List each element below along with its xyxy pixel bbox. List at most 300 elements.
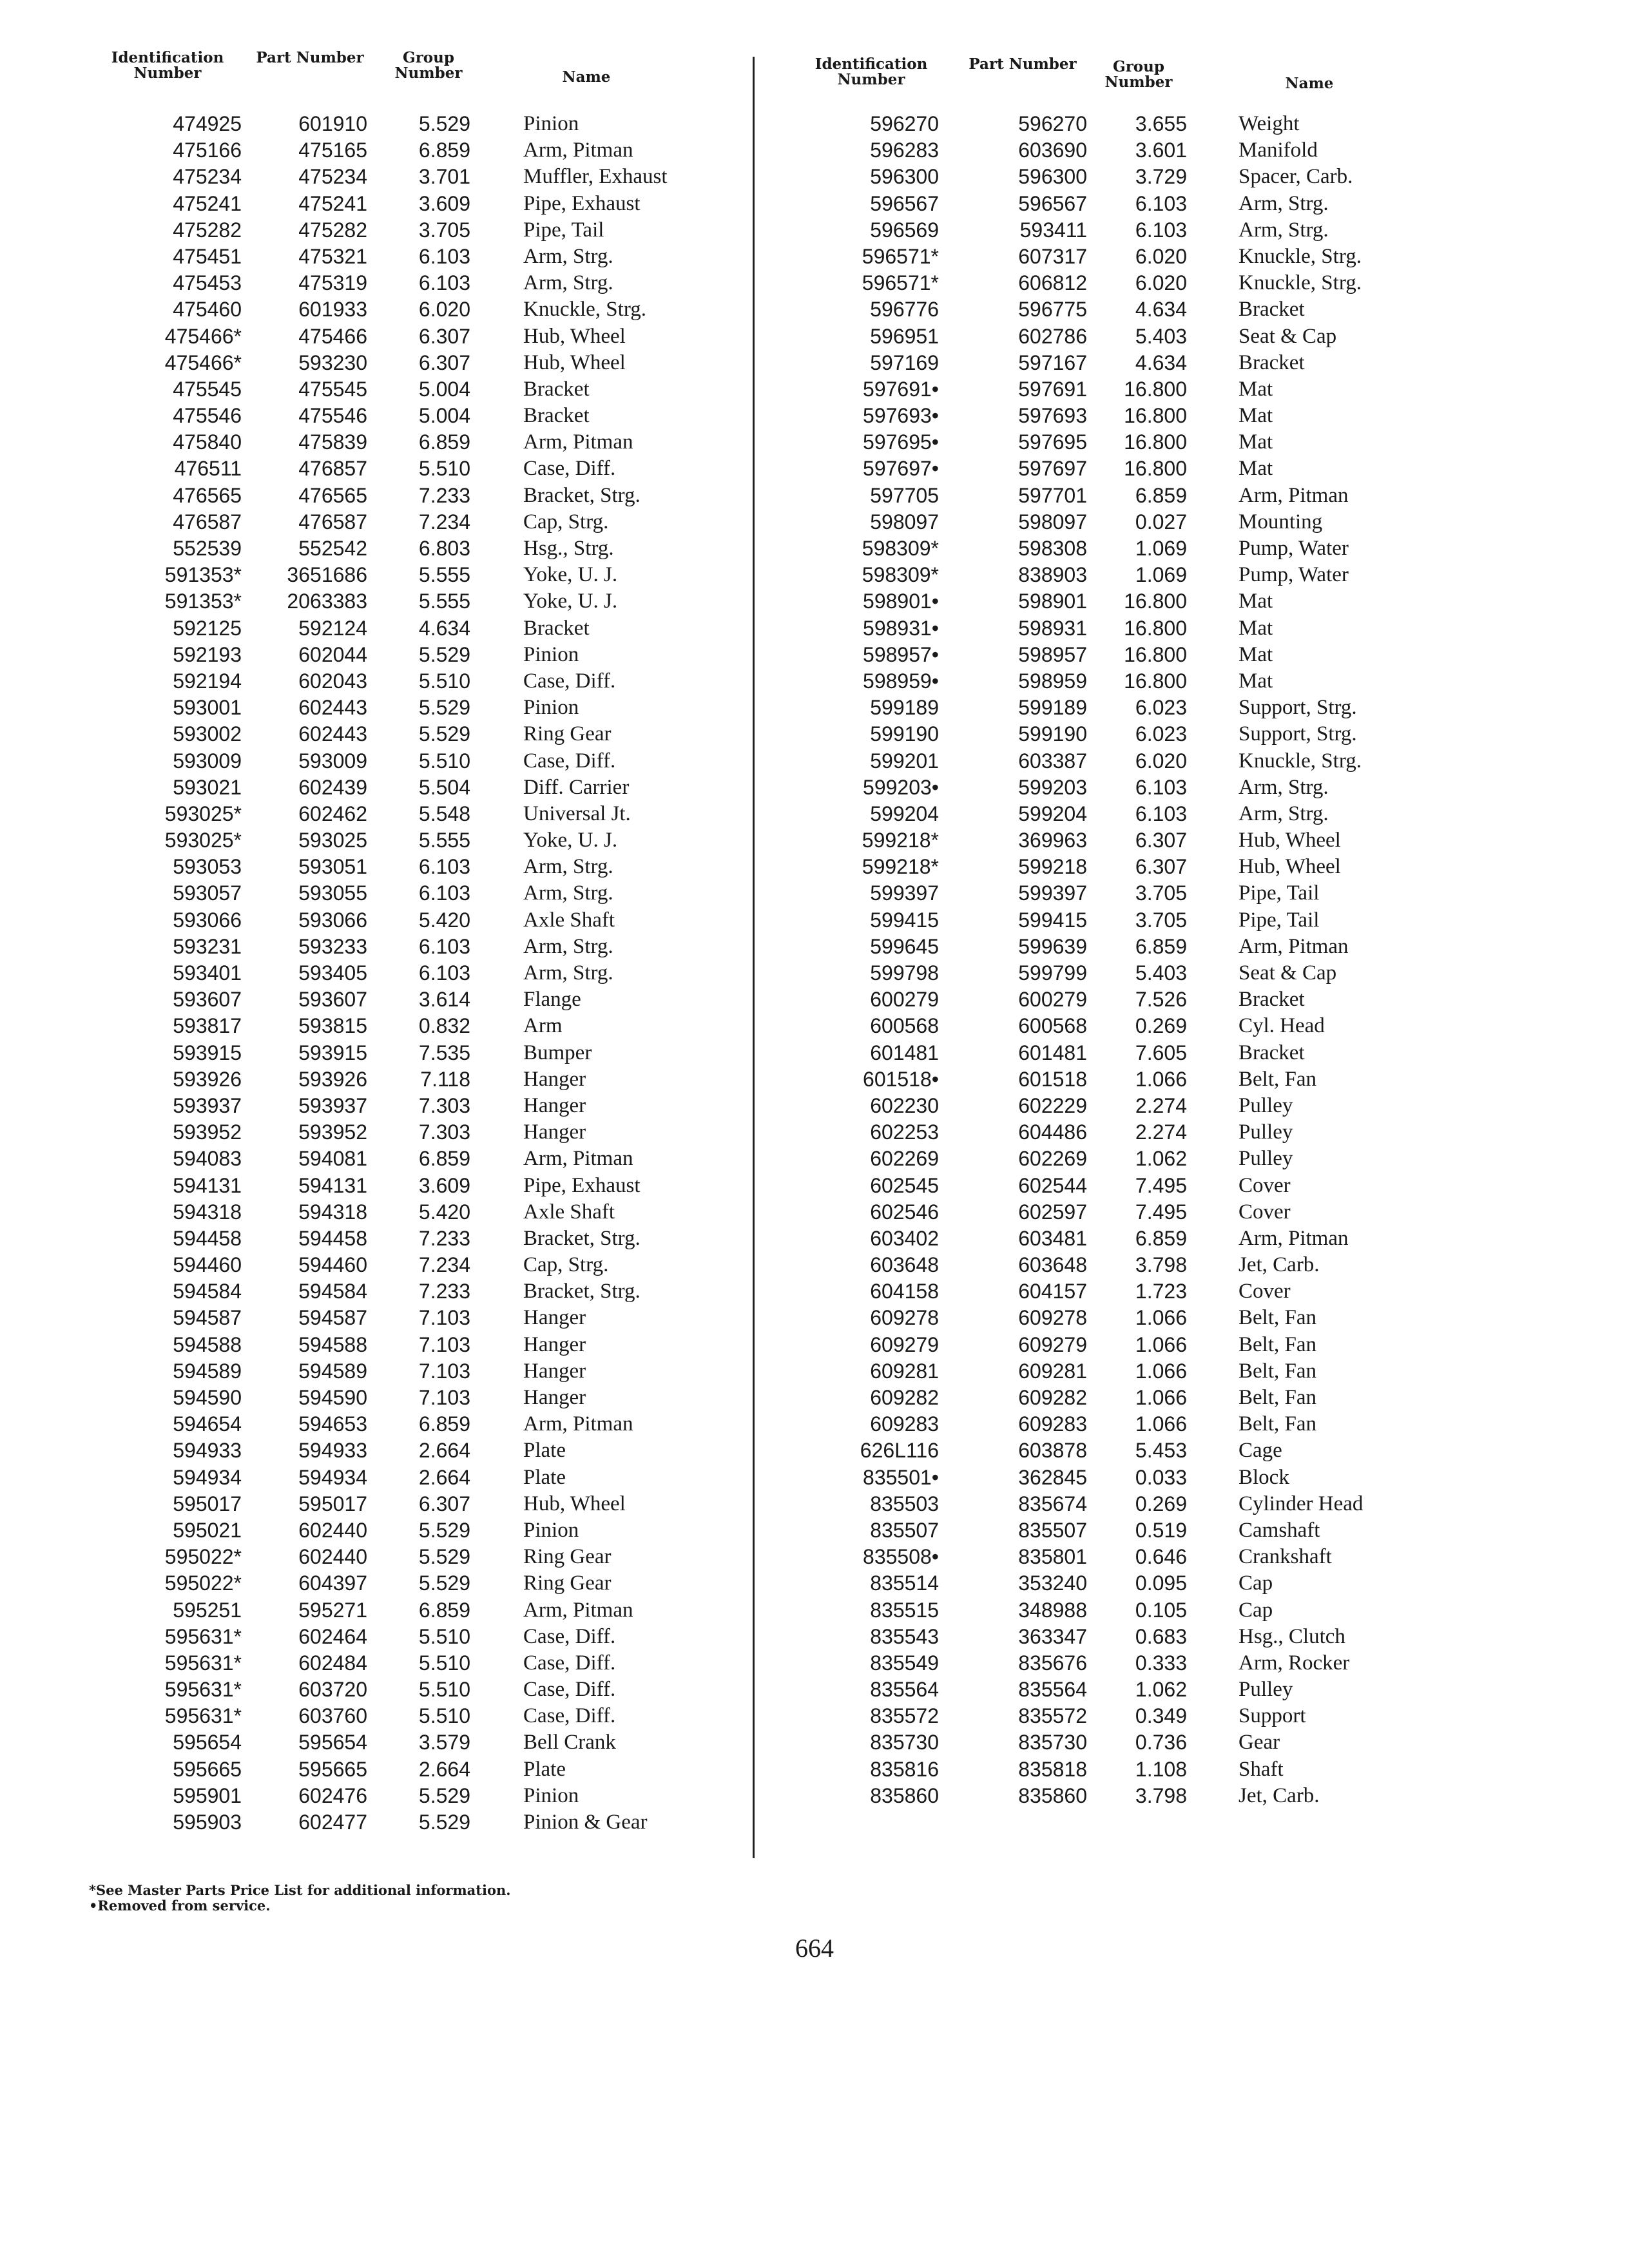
- cell-group-number: 5.504: [418, 775, 470, 799]
- table-row: [794, 1437, 1425, 1464]
- footnotes: [89, 1883, 511, 1914]
- cell-part-number: 602464: [298, 1624, 367, 1648]
- table-row: [794, 483, 1425, 509]
- cell-name: Support: [1239, 1704, 1306, 1728]
- cell-group-number: 16.800: [1124, 430, 1187, 454]
- cell-name: Yoke, U. J.: [523, 590, 618, 613]
- cell-part-number: 593411: [1019, 218, 1087, 242]
- cell-part-number: 598959: [1018, 669, 1087, 693]
- cell-identification-number: 609279: [870, 1332, 939, 1356]
- cell-identification-number: 595665: [173, 1757, 242, 1781]
- cell-name: Bracket: [523, 377, 590, 401]
- cell-group-number: 0.736: [1135, 1731, 1187, 1754]
- cell-part-number: 602269: [1018, 1147, 1087, 1171]
- cell-part-number: 596775: [1018, 298, 1087, 322]
- cell-group-number: 0.646: [1135, 1545, 1187, 1569]
- cell-identification-number: 835572: [870, 1704, 939, 1728]
- cell-name: Cover: [1239, 1280, 1291, 1303]
- cell-part-number: 594131: [298, 1173, 367, 1197]
- cell-name: Pulley: [1239, 1678, 1293, 1702]
- table-row: [794, 748, 1425, 774]
- cell-identification-number: 603402: [870, 1226, 939, 1250]
- cell-name: Camshaft: [1239, 1518, 1320, 1542]
- cell-name: Case, Diff.: [523, 1678, 616, 1702]
- table-row: [90, 1783, 709, 1809]
- cell-group-number: 5.529: [418, 1518, 470, 1542]
- cell-group-number: 5.529: [418, 722, 470, 746]
- cell-name: Arm, Strg.: [1239, 218, 1329, 242]
- cell-identification-number: 475234: [173, 165, 242, 189]
- cell-name: Mounting: [1239, 510, 1323, 533]
- cell-group-number: 5.510: [418, 1704, 470, 1728]
- cell-part-number: 593055: [298, 881, 367, 905]
- cell-name: Hub, Wheel: [1239, 829, 1341, 852]
- cell-name: Hanger: [523, 1120, 586, 1144]
- cell-identification-number: 594318: [173, 1200, 242, 1224]
- page-number: 664: [795, 1934, 834, 1963]
- cell-identification-number: 597705: [870, 483, 939, 507]
- cell-group-number: 5.510: [418, 1678, 470, 1702]
- cell-name: Arm, Strg.: [523, 934, 613, 958]
- cell-name: Case, Diff.: [523, 749, 616, 773]
- cell-group-number: 1.066: [1135, 1386, 1187, 1409]
- table-row: [794, 588, 1425, 615]
- cell-group-number: 7.303: [418, 1120, 470, 1144]
- cell-group-number: 6.103: [1135, 218, 1187, 242]
- cell-identification-number: 592194: [173, 669, 242, 693]
- cell-group-number: 6.307: [1135, 855, 1187, 879]
- cell-part-number: 835676: [1018, 1651, 1087, 1675]
- cell-name: Seat & Cap: [1239, 961, 1337, 985]
- cell-group-number: 6.859: [1135, 1226, 1187, 1250]
- table-row: [794, 854, 1425, 880]
- cell-group-number: 7.495: [1135, 1200, 1187, 1224]
- cell-name: Mat: [1239, 404, 1273, 428]
- cell-identification-number: 599190: [870, 722, 939, 746]
- cell-part-number: 476565: [298, 483, 367, 507]
- table-row: [794, 1146, 1425, 1172]
- cell-part-number: 597693: [1018, 404, 1087, 428]
- table-row: [90, 1225, 709, 1252]
- cell-identification-number: 595903: [173, 1811, 242, 1834]
- cell-identification-number: 595017: [173, 1492, 242, 1515]
- cell-name: Case, Diff.: [523, 1651, 616, 1675]
- cell-name: Arm, Strg.: [1239, 802, 1329, 825]
- cell-group-number: 3.798: [1135, 1783, 1187, 1807]
- cell-name: Diff. Carrier: [523, 775, 630, 799]
- cell-group-number: 6.020: [1135, 749, 1187, 773]
- table-row: [794, 1332, 1425, 1358]
- cell-identification-number: 592193: [173, 642, 242, 666]
- cell-part-number: 599397: [1018, 881, 1087, 905]
- table-row: [90, 721, 709, 747]
- cell-group-number: 5.529: [418, 642, 470, 666]
- left-table-body: [90, 111, 709, 1836]
- table-row: [90, 1491, 709, 1517]
- table-row: [794, 934, 1425, 960]
- table-row: [90, 986, 709, 1013]
- cell-name: Jet, Carb.: [1239, 1253, 1320, 1277]
- cell-name: Knuckle, Strg.: [1239, 244, 1362, 268]
- cell-group-number: 6.859: [418, 139, 470, 162]
- cell-name: Arm, Pitman: [523, 430, 633, 454]
- cell-group-number: 7.233: [418, 483, 470, 507]
- cell-part-number: 593233: [298, 934, 367, 958]
- cell-group-number: 5.529: [418, 1783, 470, 1807]
- table-row: [90, 1729, 709, 1756]
- cell-part-number: 835818: [1018, 1757, 1087, 1781]
- cell-identification-number: 835514: [870, 1571, 939, 1595]
- cell-group-number: 2.664: [418, 1439, 470, 1463]
- cell-group-number: 5.529: [418, 1811, 470, 1834]
- cell-part-number: 3651686: [287, 563, 367, 587]
- table-row: [90, 137, 709, 164]
- cell-part-number: 593066: [298, 908, 367, 932]
- table-row: [794, 1729, 1425, 1756]
- cell-part-number: 603481: [1018, 1226, 1087, 1250]
- cell-part-number: 594458: [298, 1226, 367, 1250]
- cell-name: Hanger: [523, 1386, 586, 1409]
- cell-part-number: 599190: [1018, 722, 1087, 746]
- table-row: [794, 907, 1425, 934]
- cell-part-number: 599799: [1018, 961, 1087, 985]
- cell-part-number: 593952: [298, 1120, 367, 1144]
- cell-group-number: 1.066: [1135, 1067, 1187, 1091]
- cell-part-number: 602440: [298, 1518, 367, 1542]
- cell-group-number: 5.529: [418, 1571, 470, 1595]
- table-row: [794, 1544, 1425, 1570]
- cell-part-number: 597691: [1018, 377, 1087, 401]
- cell-identification-number: 599798: [870, 961, 939, 985]
- cell-part-number: 603648: [1018, 1253, 1087, 1277]
- cell-part-number: 475241: [298, 191, 367, 215]
- cell-group-number: 5.510: [418, 749, 470, 773]
- cell-part-number: 598931: [1018, 616, 1087, 640]
- cell-name: Hub, Wheel: [1239, 855, 1341, 879]
- cell-part-number: 475165: [298, 139, 367, 162]
- cell-name: Weight: [1239, 112, 1300, 135]
- cell-group-number: 5.555: [418, 829, 470, 852]
- cell-name: Mat: [1239, 457, 1273, 481]
- cell-part-number: 604157: [1018, 1280, 1087, 1303]
- cell-identification-number: 475466*: [164, 324, 242, 348]
- cell-part-number: 603760: [298, 1704, 367, 1728]
- cell-group-number: 3.601: [1135, 139, 1187, 162]
- table-row: [90, 1252, 709, 1278]
- cell-group-number: 3.705: [1135, 908, 1187, 932]
- cell-group-number: 2.274: [1135, 1093, 1187, 1117]
- cell-group-number: 6.307: [1135, 829, 1187, 852]
- cell-group-number: 0.105: [1135, 1598, 1187, 1622]
- cell-identification-number: 604158: [870, 1280, 939, 1303]
- cell-name: Case, Diff.: [523, 1704, 616, 1728]
- cell-part-number: 593915: [298, 1041, 367, 1064]
- cell-part-number: 595271: [298, 1598, 367, 1622]
- cell-part-number: 594588: [298, 1332, 367, 1356]
- cell-identification-number: 598097: [870, 510, 939, 533]
- table-row: [90, 1278, 709, 1305]
- cell-name: Plate: [523, 1757, 566, 1781]
- cell-name: Arm, Pitman: [523, 1598, 633, 1622]
- cell-identification-number: 475451: [173, 244, 242, 268]
- cell-part-number: 599415: [1018, 908, 1087, 932]
- cell-name: Cap, Strg.: [523, 1253, 609, 1277]
- table-row: [90, 323, 709, 350]
- table-row: [90, 456, 709, 482]
- cell-part-number: 602439: [298, 775, 367, 799]
- cell-identification-number: 597695•: [863, 430, 939, 454]
- cell-part-number: 593405: [298, 961, 367, 985]
- cell-part-number: 593009: [298, 749, 367, 773]
- table-row: [794, 111, 1425, 137]
- table-row: [90, 1358, 709, 1385]
- cell-group-number: 3.798: [1135, 1253, 1187, 1277]
- cell-part-number: 835572: [1018, 1704, 1087, 1728]
- cell-identification-number: 599218*: [862, 855, 939, 879]
- cell-part-number: 600279: [1018, 988, 1087, 1012]
- cell-part-number: 362845: [1018, 1465, 1087, 1489]
- cell-name: Yoke, U. J.: [523, 563, 618, 587]
- cell-group-number: 5.555: [418, 590, 470, 613]
- cell-group-number: 6.023: [1135, 696, 1187, 720]
- table-row: [794, 960, 1425, 986]
- footnote-asterisk: *See Master Parts Price List for additional information.: [89, 1882, 511, 1898]
- cell-part-number: 602477: [298, 1811, 367, 1834]
- cell-group-number: 3.705: [418, 218, 470, 242]
- cell-group-number: 0.269: [1135, 1014, 1187, 1038]
- cell-part-number: 593607: [298, 988, 367, 1012]
- cell-part-number: 599218: [1018, 855, 1087, 879]
- cell-group-number: 0.333: [1135, 1651, 1187, 1675]
- cell-identification-number: 597693•: [863, 404, 939, 428]
- cell-identification-number: 598309*: [862, 563, 939, 587]
- cell-part-number: 597701: [1018, 483, 1087, 507]
- cell-identification-number: 475241: [173, 191, 242, 215]
- table-row: [794, 1225, 1425, 1252]
- cell-name: Bracket, Strg.: [523, 483, 641, 507]
- cell-name: Arm, Pitman: [523, 139, 633, 162]
- cell-part-number: 602476: [298, 1783, 367, 1807]
- table-row: [794, 1013, 1425, 1039]
- cell-identification-number: 593057: [173, 881, 242, 905]
- table-row: [794, 403, 1425, 429]
- cell-name: Knuckle, Strg.: [1239, 749, 1362, 773]
- cell-name: Arm, Strg.: [523, 881, 613, 905]
- cell-part-number: 476587: [298, 510, 367, 533]
- cell-identification-number: 595631*: [164, 1678, 242, 1702]
- table-row: [794, 562, 1425, 588]
- cell-group-number: 16.800: [1124, 616, 1187, 640]
- cell-identification-number: 609282: [870, 1386, 939, 1409]
- cell-identification-number: 595631*: [164, 1651, 242, 1675]
- cell-group-number: 1.062: [1135, 1147, 1187, 1171]
- cell-group-number: 6.103: [418, 961, 470, 985]
- cell-name: Pump, Water: [1239, 563, 1349, 587]
- cell-identification-number: 596571*: [862, 271, 939, 295]
- right-parts-table: [794, 50, 1425, 1809]
- cell-identification-number: 596270: [870, 112, 939, 135]
- table-row: [90, 244, 709, 270]
- cell-name: Belt, Fan: [1239, 1412, 1316, 1436]
- cell-identification-number: 835507: [870, 1518, 939, 1542]
- table-row: [794, 1624, 1425, 1650]
- cell-part-number: 476857: [298, 457, 367, 481]
- cell-identification-number: 596571*: [862, 244, 939, 268]
- cell-name: Axle Shaft: [523, 1200, 615, 1224]
- table-row: [90, 296, 709, 323]
- table-row: [90, 1173, 709, 1199]
- cell-name: Ring Gear: [523, 1571, 612, 1595]
- table-row: [794, 615, 1425, 642]
- right-table-body: [794, 111, 1425, 1809]
- cell-identification-number: 593401: [173, 961, 242, 985]
- cell-part-number: 599189: [1018, 696, 1087, 720]
- cell-group-number: 1.069: [1135, 563, 1187, 587]
- cell-name: Pinion & Gear: [523, 1811, 648, 1834]
- cell-group-number: 6.103: [1135, 802, 1187, 825]
- cell-identification-number: 475466*: [164, 351, 242, 374]
- cell-group-number: 6.023: [1135, 722, 1187, 746]
- cell-identification-number: 475545: [173, 377, 242, 401]
- cell-part-number: 597167: [1018, 351, 1087, 374]
- cell-part-number: 835674: [1018, 1492, 1087, 1515]
- cell-identification-number: 594584: [173, 1280, 242, 1303]
- cell-part-number: 835507: [1018, 1518, 1087, 1542]
- cell-part-number: 593937: [298, 1093, 367, 1117]
- cell-group-number: 6.859: [1135, 483, 1187, 507]
- cell-identification-number: 476511: [174, 457, 242, 481]
- cell-group-number: 7.103: [418, 1332, 470, 1356]
- cell-identification-number: 602269: [870, 1147, 939, 1171]
- table-row: [794, 1066, 1425, 1093]
- cell-name: Support, Strg.: [1239, 722, 1357, 746]
- cell-group-number: 6.103: [1135, 775, 1187, 799]
- cell-group-number: 6.859: [418, 430, 470, 454]
- cell-name: Bracket, Strg.: [523, 1280, 641, 1303]
- cell-group-number: 5.403: [1135, 961, 1187, 985]
- cell-part-number: 552542: [298, 537, 367, 560]
- cell-part-number: 602443: [298, 722, 367, 746]
- cell-group-number: 2.664: [418, 1465, 470, 1489]
- cell-group-number: 6.859: [1135, 934, 1187, 958]
- cell-name: Mat: [1239, 642, 1273, 666]
- cell-group-number: 3.579: [418, 1731, 470, 1754]
- cell-group-number: 16.800: [1124, 669, 1187, 693]
- cell-identification-number: 599415: [870, 908, 939, 932]
- cell-part-number: 603720: [298, 1678, 367, 1702]
- cell-name: Arm, Strg.: [1239, 775, 1329, 799]
- cell-name: Hanger: [523, 1359, 586, 1383]
- cell-group-number: 6.103: [1135, 191, 1187, 215]
- cell-part-number: 594460: [298, 1253, 367, 1277]
- cell-name: Belt, Fan: [1239, 1306, 1316, 1330]
- cell-part-number: 602229: [1018, 1093, 1087, 1117]
- cell-identification-number: 594588: [173, 1332, 242, 1356]
- cell-part-number: 609282: [1018, 1386, 1087, 1409]
- cell-part-number: 369963: [1018, 829, 1087, 852]
- table-row: [794, 456, 1425, 482]
- cell-name: Knuckle, Strg.: [1239, 271, 1362, 295]
- cell-group-number: 2.274: [1135, 1120, 1187, 1144]
- cell-group-number: 3.609: [418, 1173, 470, 1197]
- right-table-header: [794, 50, 1425, 111]
- cell-identification-number: 475460: [173, 298, 242, 322]
- cell-part-number: 593025: [298, 829, 367, 852]
- cell-name: Arm, Pitman: [1239, 1226, 1349, 1250]
- cell-identification-number: 835515: [870, 1598, 939, 1622]
- cell-name: Belt, Fan: [1239, 1067, 1316, 1091]
- table-row: [90, 615, 709, 642]
- cell-part-number: 604397: [298, 1571, 367, 1595]
- cell-part-number: 602043: [298, 669, 367, 693]
- cell-group-number: 1.108: [1135, 1757, 1187, 1781]
- table-row: [794, 1305, 1425, 1331]
- cell-part-number: 609281: [1018, 1359, 1087, 1383]
- cell-name: Hub, Wheel: [523, 1492, 626, 1515]
- cell-name: Cover: [1239, 1200, 1291, 1224]
- cell-identification-number: 593231: [173, 934, 242, 958]
- cell-group-number: 3.729: [1135, 165, 1187, 189]
- cell-part-number: 835730: [1018, 1731, 1087, 1754]
- column-divider: [753, 57, 755, 1858]
- table-row: [90, 1066, 709, 1093]
- cell-name: Pipe, Exhaust: [523, 191, 641, 215]
- cell-identification-number: 603648: [870, 1253, 939, 1277]
- cell-name: Pump, Water: [1239, 537, 1349, 560]
- cell-part-number: 593051: [298, 855, 367, 879]
- cell-group-number: 5.004: [418, 404, 470, 428]
- cell-identification-number: 593607: [173, 988, 242, 1012]
- table-row: [90, 1199, 709, 1225]
- cell-identification-number: 609278: [870, 1306, 939, 1330]
- cell-name: Muffler, Exhaust: [523, 165, 668, 189]
- cell-identification-number: 476587: [173, 510, 242, 533]
- cell-identification-number: 599645: [870, 934, 939, 958]
- cell-group-number: 5.510: [418, 669, 470, 693]
- cell-group-number: 3.705: [1135, 881, 1187, 905]
- header-identification-number: Identification Number: [111, 49, 224, 82]
- table-row: [794, 774, 1425, 801]
- cell-group-number: 16.800: [1124, 404, 1187, 428]
- cell-group-number: 6.803: [418, 537, 470, 560]
- cell-identification-number: 597697•: [863, 457, 939, 481]
- table-row: [794, 1703, 1425, 1729]
- table-row: [90, 1703, 709, 1729]
- table-row: [90, 642, 709, 668]
- cell-identification-number: 595021: [173, 1518, 242, 1542]
- cell-part-number: 599203: [1018, 775, 1087, 799]
- table-row: [90, 960, 709, 986]
- cell-identification-number: 599204: [870, 802, 939, 825]
- cell-identification-number: 596776: [870, 298, 939, 322]
- cell-part-number: 595017: [298, 1492, 367, 1515]
- cell-identification-number: 596569: [870, 218, 939, 242]
- cell-part-number: 475839: [298, 430, 367, 454]
- cell-group-number: 5.555: [418, 563, 470, 587]
- cell-part-number: 595654: [298, 1731, 367, 1754]
- table-row: [794, 296, 1425, 323]
- cell-name: Belt, Fan: [1239, 1332, 1316, 1356]
- cell-identification-number: 835564: [870, 1678, 939, 1702]
- cell-name: Block: [1239, 1465, 1289, 1489]
- table-row: [90, 668, 709, 695]
- cell-identification-number: 594654: [173, 1412, 242, 1436]
- table-row: [794, 1650, 1425, 1677]
- cell-identification-number: 597691•: [863, 377, 939, 401]
- cell-name: Hsg., Clutch: [1239, 1624, 1345, 1648]
- cell-identification-number: 593053: [173, 855, 242, 879]
- table-row: [90, 217, 709, 244]
